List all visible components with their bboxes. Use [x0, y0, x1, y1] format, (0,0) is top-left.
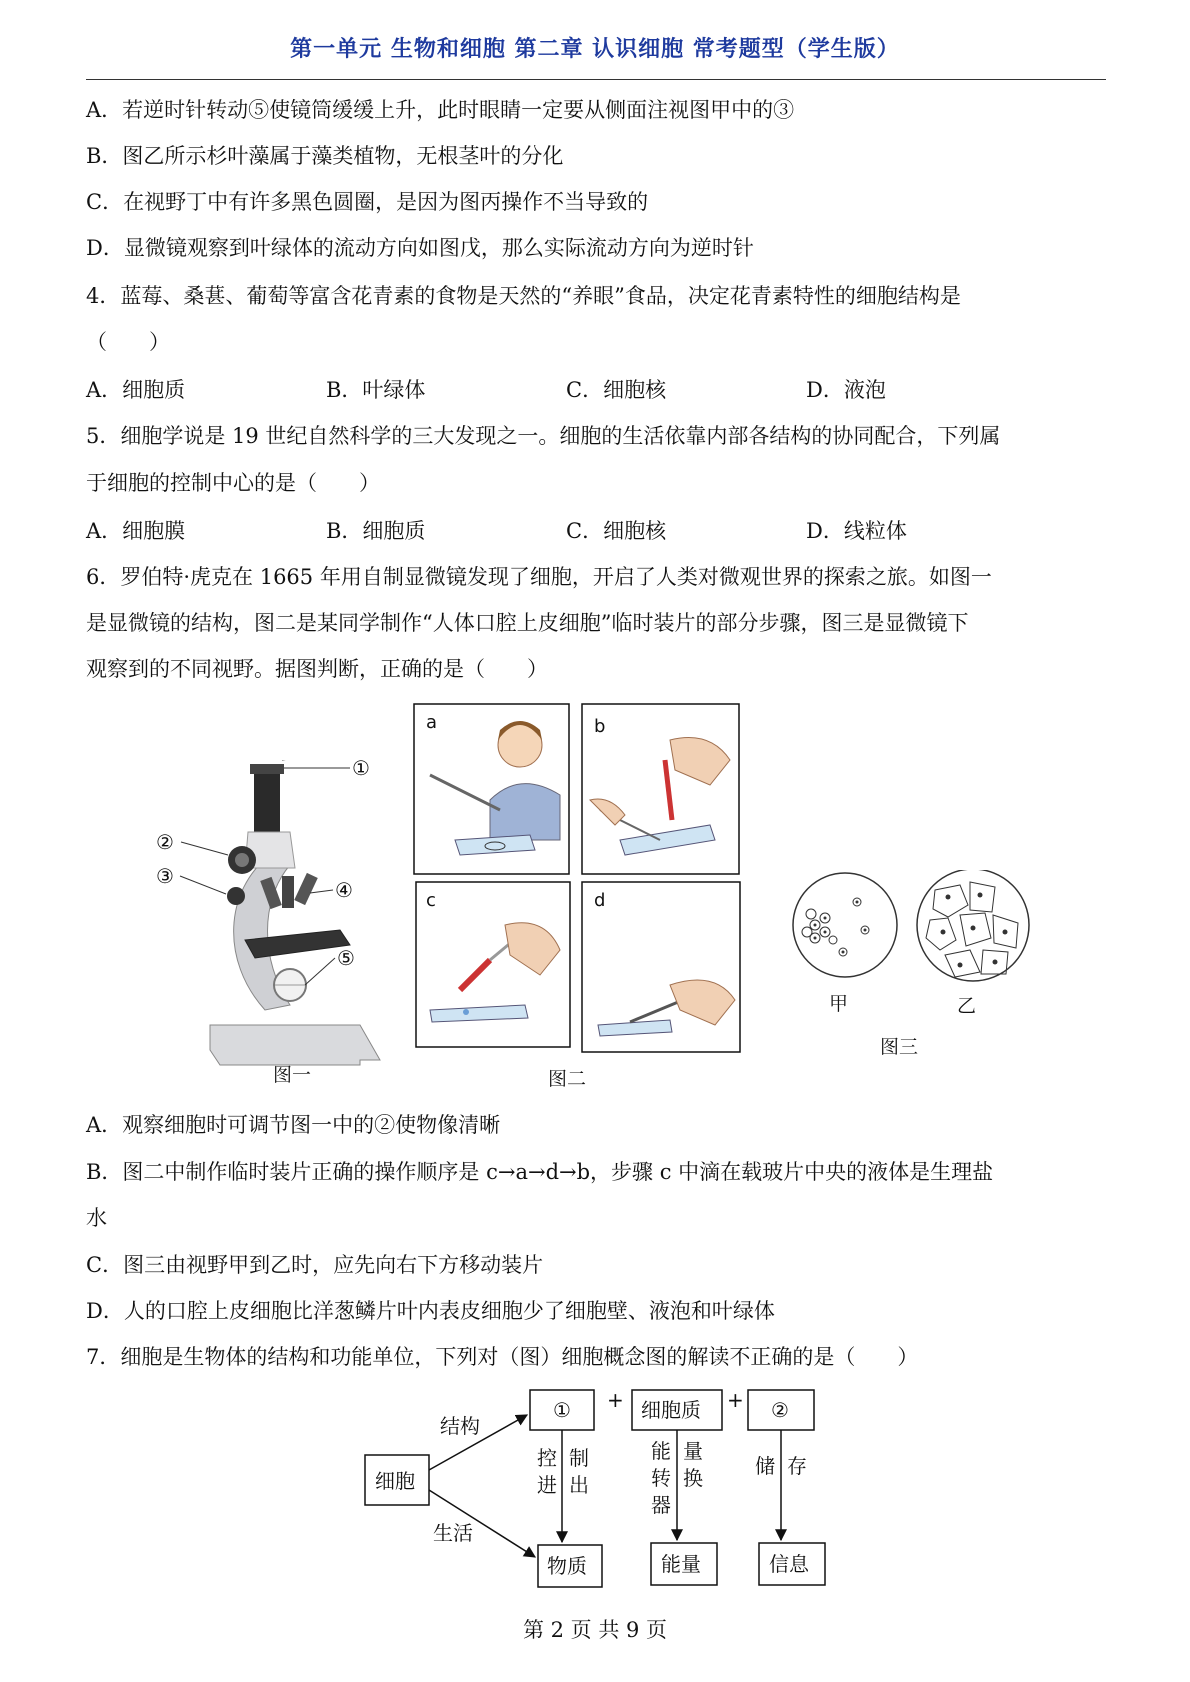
panel-c-label: c [426, 890, 436, 911]
plus-sign-1: + [607, 1388, 624, 1412]
view-field-jia-label: 甲 [829, 993, 849, 1015]
figure-2-caption: 图二 [548, 1068, 587, 1090]
q4-option-a: A．细胞质 [86, 378, 186, 402]
figure-3-caption: 图三 [880, 1036, 919, 1058]
plus-sign-2: + [727, 1388, 744, 1412]
view-fields-figure [785, 870, 1045, 1060]
control-char-1: 控 [537, 1446, 557, 1470]
matter-label: 物质 [547, 1554, 587, 1578]
converter-char-5: 器 [651, 1493, 671, 1517]
q6-stem-2: 是显微镜的结构，图二是某同学制作“人体口腔上皮细胞”临时装片的部分步骤，图三是显微镜下 [86, 611, 969, 635]
storage-char-2: 存 [787, 1454, 807, 1478]
panel-b-label: b [594, 716, 606, 737]
converter-char-2: 量 [683, 1439, 703, 1463]
panel-d-label: d [594, 890, 606, 911]
q5-stem-cont: 于细胞的控制中心的是（ ） [86, 471, 380, 495]
cell-label: 细胞 [375, 1469, 415, 1493]
panel-a-label: a [426, 712, 438, 733]
view-field-yi-label: 乙 [957, 995, 977, 1017]
structure-2-label: ② [771, 1398, 789, 1422]
q6-stem-3: 观察到的不同视野。据图判断，正确的是（ ） [86, 657, 548, 681]
control-char-2: 制 [569, 1446, 589, 1470]
q5-stem: 5．细胞学说是 19 世纪自然科学的三大发现之一。细胞的生活依靠内部各结构的协同配合，下列属 [86, 424, 1001, 448]
q6-option-a: A．观察细胞时可调节图一中的②使物像清晰 [86, 1113, 501, 1137]
converter-char-3: 转 [651, 1466, 671, 1490]
q4-stem: 4．蓝莓、桑葚、葡萄等富含花青素的食物是天然的“养眼”食品，决定花青素特性的细胞结构是 [86, 284, 961, 308]
energy-label: 能量 [661, 1552, 701, 1576]
cell-concept-diagram [355, 1385, 835, 1605]
structure-1-label: ① [553, 1398, 571, 1422]
q3-option-a: A．若逆时针转动⑤使镜筒缓缓上升，此时眼睛一定要从侧面注视图甲中的③ [86, 98, 795, 122]
control-char-4: 出 [569, 1473, 589, 1497]
info-label: 信息 [769, 1552, 809, 1576]
q3-option-d: D．显微镜观察到叶绿体的流动方向如图戊，那么实际流动方向为逆时针 [86, 236, 754, 260]
view-field-jia [793, 873, 897, 977]
q6-option-d: D．人的口腔上皮细胞比洋葱鳞片叶内表皮细胞少了细胞壁、液泡和叶绿体 [86, 1299, 775, 1323]
q4-option-d: D．液泡 [806, 378, 886, 402]
header-divider [86, 79, 1106, 80]
q5-option-c: C．细胞核 [566, 519, 667, 543]
q3-option-b: B．图乙所示杉叶藻属于藻类植物，无根茎叶的分化 [86, 144, 564, 168]
q5-option-a: A．细胞膜 [86, 519, 186, 543]
page-footer: 第 2 页 共 9 页 [522, 1618, 668, 1642]
q6-stem-1: 6．罗伯特·虎克在 1665 年用自制显微镜发现了细胞，开启了人类对微观世界的探索之旅。如图一 [86, 565, 992, 589]
q4-stem-bracket: （ ） [86, 330, 170, 354]
q6-option-b: B．图二中制作临时装片正确的操作顺序是 c→a→d→b，步骤 c 中滴在载玻片中央的液体是生理盐 [86, 1160, 994, 1184]
q5-option-d: D．线粒体 [806, 519, 907, 543]
microscope-label-1: ① [352, 760, 370, 780]
converter-char-4: 换 [683, 1466, 703, 1490]
storage-char-1: 储 [755, 1454, 775, 1478]
figure-1-caption: 图一 [273, 1064, 312, 1086]
microscope-label-3: ③ [156, 864, 174, 888]
q5-option-b: B．细胞质 [326, 519, 426, 543]
cytoplasm-label: 细胞质 [641, 1398, 701, 1422]
microscope-label-4: ④ [335, 878, 353, 902]
microscope-figure [150, 760, 420, 1090]
microscope-label-2: ② [156, 830, 174, 854]
slide-prep-figure [410, 700, 750, 1060]
converter-char-1: 能 [651, 1439, 671, 1463]
q6-option-b-cont: 水 [86, 1206, 107, 1230]
control-char-3: 进 [537, 1473, 557, 1497]
q6-option-c: C．图三由视野甲到乙时，应先向右下方移动装片 [86, 1253, 544, 1277]
q3-option-c: C．在视野丁中有许多黑色圆圈，是因为图丙操作不当导致的 [86, 190, 649, 214]
life-label: 生活 [433, 1521, 473, 1545]
q4-option-c: C．细胞核 [566, 378, 667, 402]
microscope-label-5: ⑤ [337, 946, 355, 970]
q4-option-b: B．叶绿体 [326, 378, 426, 402]
structure-label: 结构 [440, 1414, 480, 1438]
page-header: 第一单元 生物和细胞 第二章 认识细胞 常考题型（学生版） [290, 37, 900, 62]
q7-stem: 7．细胞是生物体的结构和功能单位，下列对（图）细胞概念图的解读不正确的是（ ） [86, 1345, 919, 1369]
